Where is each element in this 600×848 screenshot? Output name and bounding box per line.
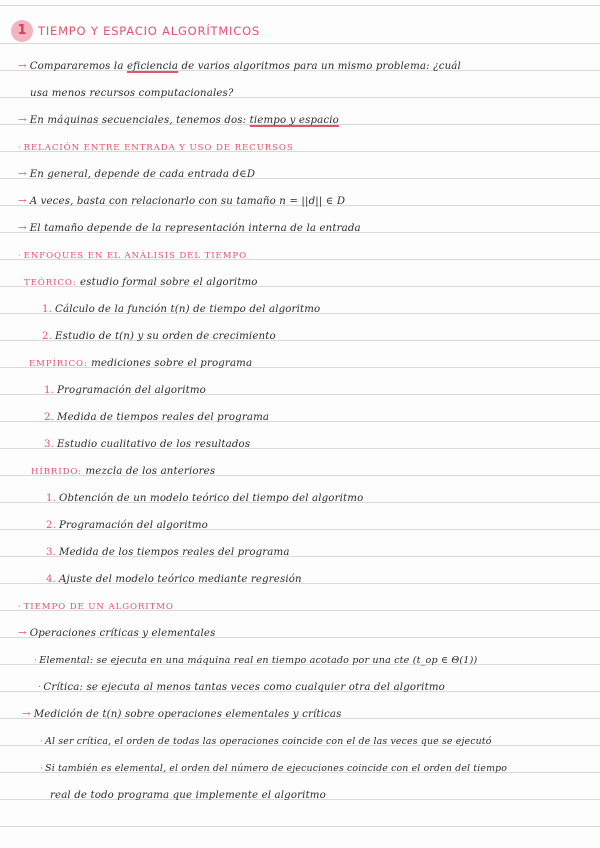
section-heading-tiempo: · TIEMPO DE UN ALGORITMO (18, 602, 174, 612)
hibrido-item-4: 4. Ajuste del modelo teórico mediante regresión (46, 574, 302, 585)
arrow-icon: → (18, 196, 27, 207)
arrow-icon: → (18, 169, 27, 180)
operaciones-line: → Operaciones críticas y elementales (18, 628, 216, 639)
empirico-item-1: 1. Programación del algoritmo (44, 385, 206, 396)
empirico-label: EMPÍRICO: (29, 359, 88, 369)
section-number-badge: 1 (11, 20, 33, 42)
underlined-term-eficiencia: eficiencia (126, 61, 179, 72)
relacion-item-2: → A veces, basta con relacionarlo con su tamaño n = ||d|| ∈ D (18, 196, 346, 207)
arrow-icon: → (18, 223, 27, 234)
teorico-label: TEÓRICO: (24, 278, 77, 288)
hibrido-line: HÍBRIDO: mezcla de los anteriores (31, 466, 216, 477)
bullet-elemental-orden-cont: real de todo programa que implemente el algoritmo (50, 790, 326, 801)
intro-line-1: → Compararemos la eficiencia de varios algoritmos para un mismo problema: ¿cuál (18, 61, 461, 72)
bullet-dot-icon: · (38, 682, 42, 693)
hibrido-label: HÍBRIDO: (31, 467, 83, 477)
teorico-item-2: 2. Estudio de t(n) y su orden de crecimiento (42, 331, 276, 342)
empirico-item-2: 2. Medida de tiempos reales del programa (44, 412, 270, 423)
arrow-icon: → (18, 628, 27, 639)
section-heading-enfoques: · ENFOQUES EN EL ANÁLISIS DEL TIEMPO (18, 251, 248, 261)
bullet-elemental-orden: · Si también es elemental, el orden del número de ejecuciones coincide con el orden del tiempo (40, 763, 508, 774)
hibrido-item-2: 2. Programación del algoritmo (46, 520, 208, 531)
bullet-critica-orden: · Al ser crítica, el orden de todas las operaciones coincide con el de las veces que se ejecutó (40, 736, 492, 747)
underlined-term-tiempo-espacio: tiempo y espacio (249, 115, 339, 126)
bullet-dot-icon: · (40, 736, 44, 747)
bullet-dot-icon: · (40, 763, 44, 774)
section-heading-relacion: · RELACIÓN ENTRE ENTRADA Y USO DE RECURSOS (18, 143, 294, 153)
relacion-item-3: → El tamaño depende de la representación interna de la entrada (18, 223, 361, 234)
bullet-dot-icon: · (18, 143, 22, 153)
arrow-icon: → (22, 709, 31, 720)
page-title: TIEMPO Y ESPACIO ALGORÍTMICOS (38, 24, 261, 38)
teorico-line: TEÓRICO: estudio formal sobre el algoritmo (24, 277, 258, 288)
bullet-dot-icon: · (18, 602, 22, 612)
critica-line: · Crítica: se ejecuta al menos tantas veces como cualquier otra del algoritmo (38, 682, 445, 693)
teorico-item-1: 1. Cálculo de la función t(n) de tiempo del algoritmo (42, 304, 321, 315)
hibrido-item-3: 3. Medida de los tiempos reales del programa (46, 547, 290, 558)
intro-line-3: → En máquinas secuenciales, tenemos dos: tiempo y espacio (18, 115, 339, 126)
hibrido-item-1: 1. Obtención de un modelo teórico del tiempo del algoritmo (46, 493, 364, 504)
empirico-item-3: 3. Estudio cualitativo de los resultados (44, 439, 251, 450)
medicion-line: → Medición de t(n) sobre operaciones elementales y críticas (22, 709, 342, 720)
bullet-dot-icon: · (18, 251, 22, 261)
arrow-icon: → (18, 115, 27, 126)
intro-line-2: usa menos recursos computacionales? (30, 88, 234, 99)
empirico-line: EMPÍRICO: mediciones sobre el programa (29, 358, 253, 369)
relacion-item-1: → En general, depende de cada entrada d∈D (18, 169, 256, 180)
bullet-dot-icon: · (34, 655, 38, 666)
arrow-icon: → (18, 61, 27, 72)
elemental-line: · Elemental: se ejecuta en una máquina real en tiempo acotado por una cte (t_op ∈ Θ(1)) (34, 655, 478, 666)
